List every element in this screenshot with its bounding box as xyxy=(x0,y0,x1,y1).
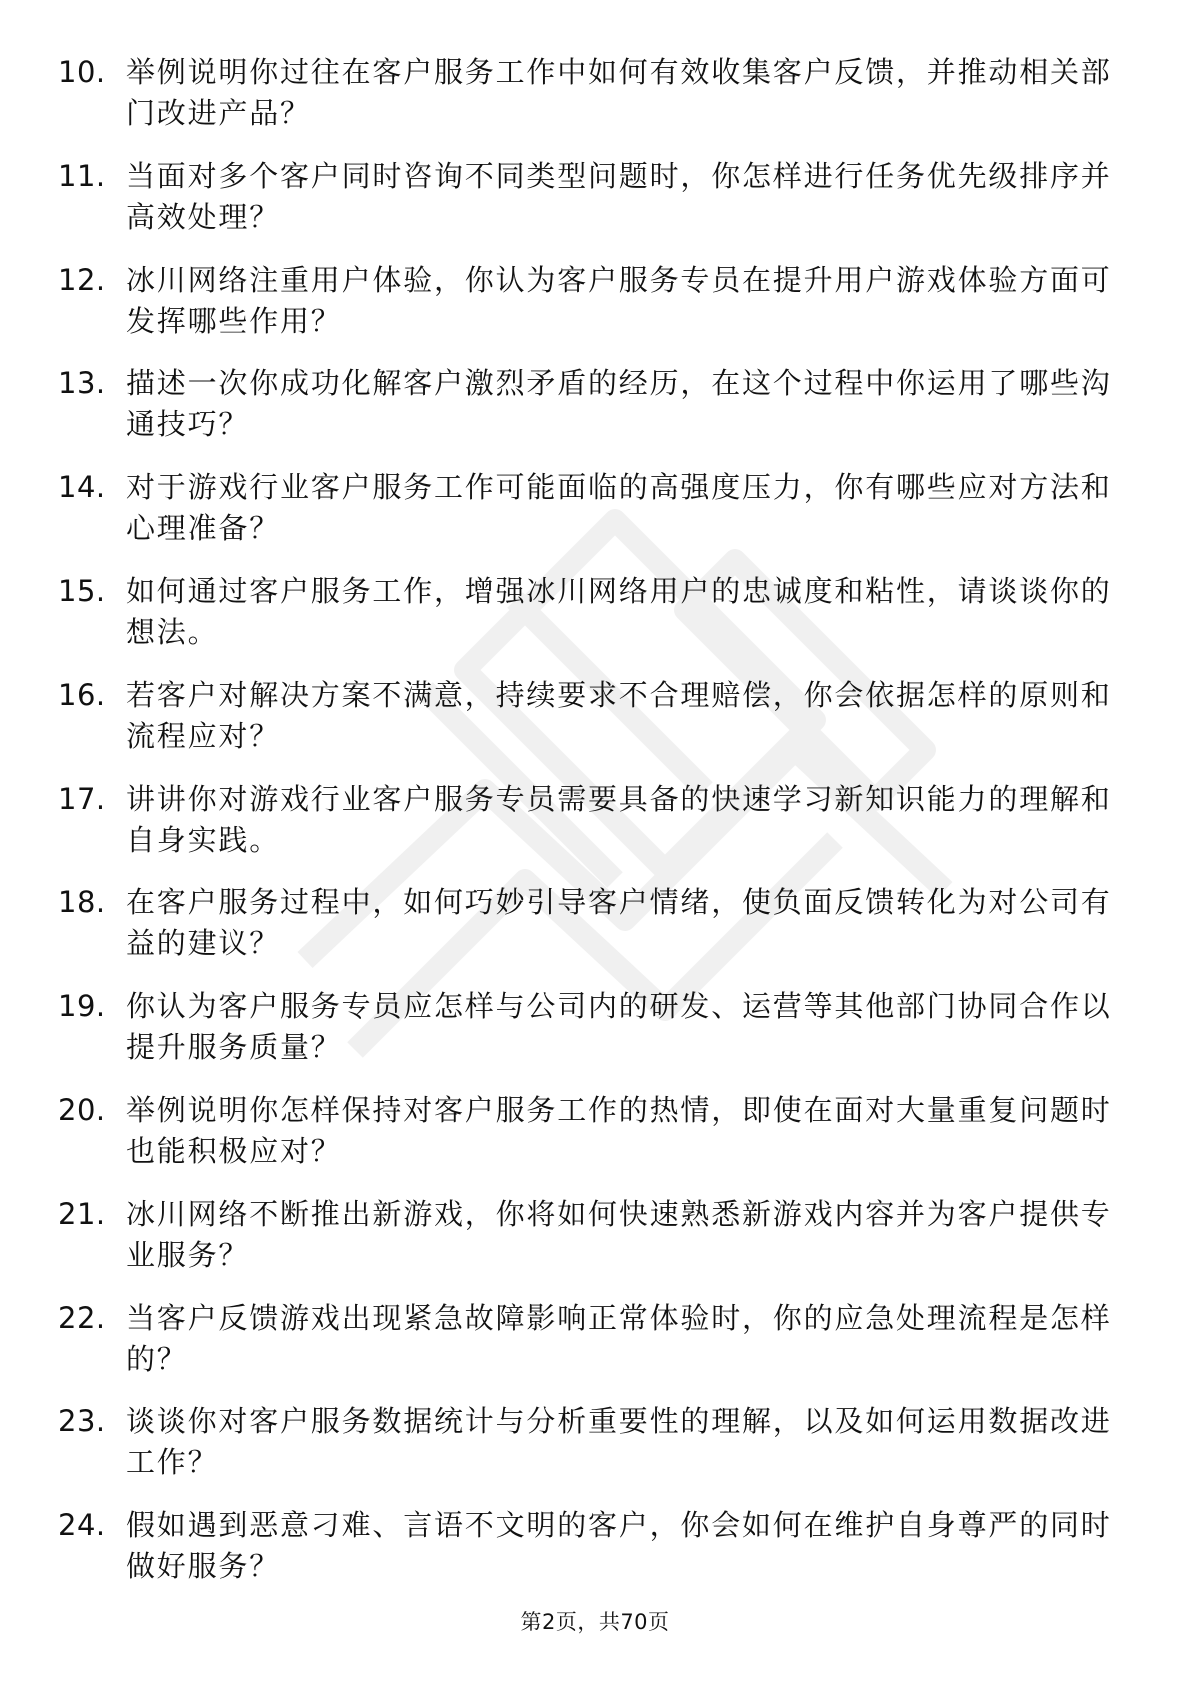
question-number: 15. xyxy=(58,573,106,608)
question-item xyxy=(58,1298,1133,1402)
question-text: 谈谈你对客户服务数据统计与分析重要性的理解，以及如何运用数据改进工作？ xyxy=(126,1404,1112,1480)
question-number: 14. xyxy=(58,470,106,505)
question-item xyxy=(58,156,1133,260)
question-text: 描述一次你成功化解客户激烈矛盾的经历，在这个过程中你运用了哪些沟通技巧？ xyxy=(126,366,1112,442)
question-number: 11. xyxy=(58,158,106,193)
question-number: 16. xyxy=(58,677,106,712)
question-number: 22. xyxy=(58,1300,106,1335)
question-item xyxy=(58,1090,1133,1194)
question-item xyxy=(58,882,1133,986)
question-number: 20. xyxy=(58,1092,106,1127)
question-item xyxy=(58,1505,1133,1609)
question-text: 举例说明你过往在客户服务工作中如何有效收集客户反馈，并推动相关部门改进产品？ xyxy=(126,55,1112,130)
page-indicator: 第2页，共70页 xyxy=(520,1610,670,1634)
question-number: 12. xyxy=(58,262,106,297)
question-item xyxy=(58,779,1133,883)
question-number: 21. xyxy=(58,1196,106,1231)
question-text: 若客户对解决方案不满意，持续要求不合理赔偿，你会依据怎样的原则和流程应对？ xyxy=(126,677,1112,753)
question-text: 当面对多个客户同时咨询不同类型问题时，你怎样进行任务优先级排序并高效处理？ xyxy=(126,158,1112,234)
question-item xyxy=(58,986,1133,1090)
question-item xyxy=(58,1401,1133,1505)
question-text: 对于游戏行业客户服务工作可能面临的高强度压力，你有哪些应对方法和心理准备？ xyxy=(126,470,1112,546)
question-item xyxy=(58,571,1133,675)
question-number: 18. xyxy=(58,885,106,920)
question-item xyxy=(58,1194,1133,1298)
question-item xyxy=(58,363,1133,467)
question-number: 13. xyxy=(58,366,106,401)
question-text: 假如遇到恶意刁难、言语不文明的客户，你会如何在维护自身尊严的同时做好服务？ xyxy=(126,1508,1112,1584)
question-item xyxy=(58,260,1133,364)
question-number: 23. xyxy=(58,1404,106,1439)
question-number: 10. xyxy=(58,55,106,89)
question-text: 冰川网络不断推出新游戏，你将如何快速熟悉新游戏内容并为客户提供专业服务？ xyxy=(126,1196,1112,1272)
question-number: 17. xyxy=(58,781,106,816)
question-item xyxy=(58,467,1133,571)
question-list xyxy=(58,52,1133,1609)
question-text: 讲讲你对游戏行业客户服务专员需要具备的快速学习新知识能力的理解和自身实践。 xyxy=(126,781,1112,857)
question-item xyxy=(58,675,1133,779)
question-text: 你认为客户服务专员应怎样与公司内的研发、运营等其他部门协同合作以提升服务质量？ xyxy=(126,989,1112,1065)
question-text: 举例说明你怎样保持对客户服务工作的热情，即使在面对大量重复问题时也能积极应对？ xyxy=(126,1092,1112,1168)
question-text: 冰川网络注重用户体验，你认为客户服务专员在提升用户游戏体验方面可发挥哪些作用？ xyxy=(126,262,1112,338)
question-text: 当客户反馈游戏出现紧急故障影响正常体验时，你的应急处理流程是怎样的？ xyxy=(126,1300,1112,1376)
question-number: 24. xyxy=(58,1508,106,1543)
question-text: 在客户服务过程中，如何巧妙引导客户情绪，使负面反馈转化为对公司有益的建议？ xyxy=(126,885,1112,961)
question-item xyxy=(58,52,1133,156)
question-number: 19. xyxy=(58,989,106,1024)
question-text: 如何通过客户服务工作，增强冰川网络用户的忠诚度和粘性，请谈谈你的想法。 xyxy=(126,573,1112,649)
